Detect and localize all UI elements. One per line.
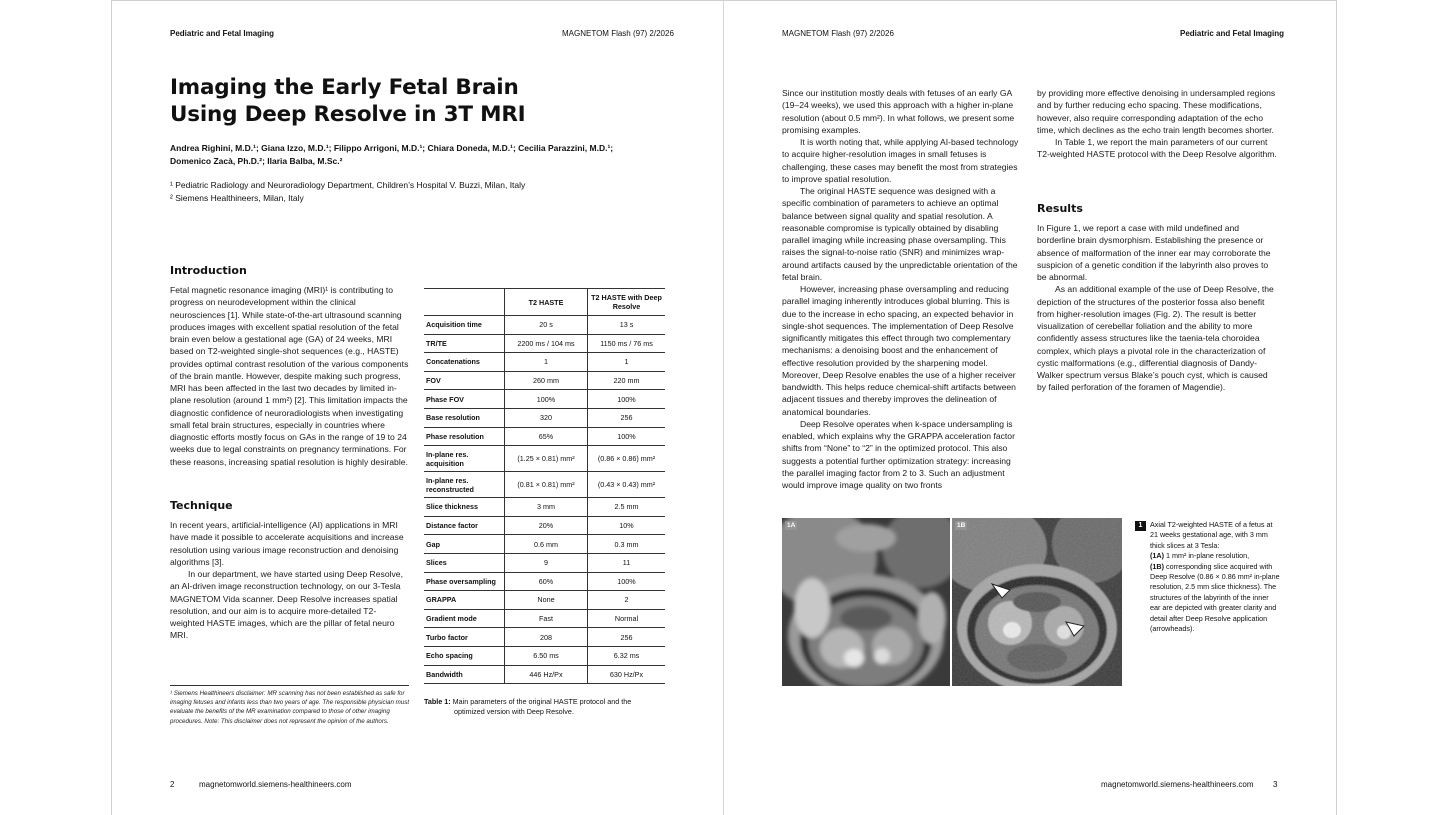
table-row — [424, 553, 665, 572]
table-header-t2-haste: T2 HASTE — [505, 289, 588, 316]
table-cell-deep-resolve: 220 mm — [588, 371, 666, 390]
left-header-issue: MAGNETOM Flash (97) 2/2026 — [562, 29, 674, 38]
table-cell-t2-haste: 3 mm — [505, 498, 588, 517]
right-col1-paragraph-1: Since our institution mostly deals with fetuses of an early GA (19–24 weeks), we used this approach with a higher in-plane resolution (about 0.5 mm²). In what follows, we present some promising examples. — [782, 88, 1015, 135]
table-row — [424, 665, 665, 684]
table-row — [424, 498, 665, 517]
right-col1-paragraph-5: Deep Resolve operates when k-space undersampling is enabled, which explains why the GRAPPA acceleration factor shifts from “None” to “2” in the optimized protocol. This also suggests a potential further optimization strategy: increasing the parallel imaging factor from 2 to 3. Such an adjustment would improve image quality on two fronts — [782, 418, 1015, 490]
table-cell-parameter: In-plane res. acquisition — [424, 446, 505, 472]
technique-heading — [170, 499, 233, 512]
table-row — [424, 535, 665, 554]
figure-1-caption — [1135, 520, 1280, 634]
table-cell-t2-haste: 208 — [505, 628, 588, 647]
table-row — [424, 591, 665, 610]
table-cell-deep-resolve: 0.3 mm — [588, 535, 666, 554]
table-cell-deep-resolve: 256 — [588, 628, 666, 647]
table-caption-line-1: Main parameters of the original HASTE protocol and the — [452, 697, 632, 706]
table-cell-deep-resolve: 6.32 ms — [588, 646, 666, 665]
mri-scan-1b — [952, 518, 1122, 686]
table-cell-t2-haste: 260 mm — [505, 371, 588, 390]
table-cell-deep-resolve: 11 — [588, 553, 666, 572]
table-cell-parameter: Concatenations — [424, 353, 505, 372]
figure-1-caption-b-label: (1B) — [1150, 561, 1164, 571]
right-footer-url[interactable]: magnetomworld.siemens-healthineers.com — [1101, 780, 1254, 789]
technique-paragraph-2: In our department, we have started using Deep Resolve, an AI-driven image reconstruction technology, on our 3-Tesla MAGNETOM Vida scanner. Deep Resolve increases spatial resolution, and our aim is to acquire more-detailed T2-weighted HASTE images, which are the pillar of fetal neuro MRI. — [170, 569, 403, 641]
table-cell-parameter: Slice thickness — [424, 498, 505, 517]
table-cell-t2-haste: (1.25 × 0.81) mm² — [505, 446, 588, 472]
left-header-section: Pediatric and Fetal Imaging — [170, 29, 275, 38]
table-cell-deep-resolve: 256 — [588, 408, 666, 427]
left-page-number: 2 — [170, 780, 175, 789]
table-cell-deep-resolve: 630 Hz/Px — [588, 665, 666, 684]
table-cell-deep-resolve: 1150 ms / 76 ms — [588, 334, 666, 353]
table-cell-t2-haste: 320 — [505, 408, 588, 427]
table-row — [424, 446, 665, 472]
page-gutter — [723, 0, 724, 815]
figure-1-caption-intro: Axial T2-weighted HASTE of a fetus at 21 weeks gestational age, with 3 mm thick slices at 3 Tesla: — [1150, 520, 1273, 550]
introduction-paragraph: Fetal magnetic resonance imaging (MRI)¹ is contributing to progress on neurodevelopment within the clinical neurosciences [1]. While state-of-the-art ultrasound scanning produces images with excellent spatial resolution of the fetal brain even below a gestational age (GA) of 24 weeks, MRI based on T2-weighted single-shot sequences (e.g., HASTE) provides optimal contrast resolution of the various components of the brain mantle. However, despite making such progress, MRI has been affected in the last two decades by limited in-plane resolution (around 1 mm²) [2]. This limitation impacts the diagnostic confidence of neuroradiologists when investigating small fetal brain structures, especially in countries where diagnostic efforts mostly focus on GAs in the range of 19 to 24 weeks due to legal constraints on pregnancy terminations. For these reasons, increasing spatial resolution is highly desirable. — [170, 285, 409, 467]
table-caption — [424, 697, 674, 717]
results-heading — [1037, 202, 1083, 215]
table-row — [424, 334, 665, 353]
introduction-heading-text: Introduction — [170, 264, 247, 277]
table-cell-parameter: FOV — [424, 371, 505, 390]
right-col2-paragraph-1: by providing more effective denoising in undersampled regions and by further reducing echo spacing. These modifications, however, also require corresponding adaptation of the echo time, which declines as the echo train length becomes shorter. — [1037, 88, 1276, 135]
figure-1-caption-a-text: 1 mm² in-plane resolution, — [1163, 551, 1250, 561]
table-cell-deep-resolve: 10% — [588, 516, 666, 535]
right-col1-paragraph-2: It is worth noting that, while applying AI-based technology to acquire higher-resolution images in small fetuses is challenging, these cases may benefit the most from strategies to improve spatial resolution. — [782, 137, 1019, 184]
left-footer-url[interactable]: magnetomworld.siemens-healthineers.com — [199, 780, 352, 789]
table-cell-t2-haste: 9 — [505, 553, 588, 572]
affiliations — [170, 179, 630, 204]
figure-1-caption-a-label: (1A) — [1150, 551, 1164, 561]
right-header-issue: MAGNETOM Flash (97) 2/2026 — [782, 29, 894, 38]
table-cell-parameter: Phase oversampling — [424, 572, 505, 591]
figure-1b-label: 1B — [957, 522, 966, 529]
table-cell-t2-haste: 100% — [505, 390, 588, 409]
table-row — [424, 572, 665, 591]
technique-body — [170, 519, 408, 642]
figure-1a-image — [782, 518, 950, 686]
right-page-number: 3 — [1273, 780, 1278, 789]
table-cell-deep-resolve: 100% — [588, 390, 666, 409]
results-heading-text: Results — [1037, 202, 1083, 215]
table-cell-deep-resolve: 2 — [588, 591, 666, 610]
table-cell-deep-resolve: (0.43 × 0.43) mm² — [588, 472, 666, 498]
table-row — [424, 316, 665, 335]
right-col1-paragraph-3: The original HASTE sequence was designed with a specific combination of parameters to achieve an optimal balance between signal quality and spatial resolution. A reasonable compromise is typically obtained by disabling parallel imaging while increasing phase oversampling. This raises the signal-to-noise ratio (SNR) and minimizes wrap-around artifacts caused by the unpredictable orientation of the fetal brain. — [782, 186, 1018, 282]
right-column-1 — [782, 87, 1024, 491]
technique-heading-text: Technique — [170, 499, 233, 512]
table-row — [424, 628, 665, 647]
table-cell-deep-resolve: (0.86 × 0.86) mm² — [588, 446, 666, 472]
table-cell-parameter: Acquisition time — [424, 316, 505, 335]
table-header-empty — [424, 289, 505, 316]
table-cell-parameter: Slices — [424, 553, 505, 572]
table-row — [424, 353, 665, 372]
table-cell-deep-resolve: Normal — [588, 609, 666, 628]
table-cell-t2-haste: 1 — [505, 353, 588, 372]
results-paragraph-1: In Figure 1, we report a case with mild undefined and borderline brain dysmorphism. Establishing the presence or absence of malformation of the inner ear may corroborate the suspicion of a genetic condition if the labyrinth also proves to be abnormal. — [1037, 223, 1271, 282]
figure-1a-label: 1A — [787, 522, 796, 529]
table-cell-parameter: Gap — [424, 535, 505, 554]
table-cell-t2-haste: 65% — [505, 427, 588, 446]
figure-1-number: 1 — [1135, 521, 1146, 531]
affiliation-2: ² Siemens Healthineers, Milan, Italy — [170, 192, 304, 203]
table-cell-parameter: Phase FOV — [424, 390, 505, 409]
table-row — [424, 472, 665, 498]
authors-line-2: Domenico Zacà, Ph.D.²; Ilaria Balba, M.Sc.² — [170, 155, 343, 166]
right-column-2 — [1037, 87, 1279, 161]
table-cell-parameter: Gradient mode — [424, 609, 505, 628]
table-row — [424, 646, 665, 665]
figure-1b-image — [952, 518, 1122, 686]
table-row — [424, 390, 665, 409]
right-col2-paragraph-2: In Table 1, we report the main parameters of our current T2-weighted HASTE protocol with the Deep Resolve algorithm. — [1037, 137, 1277, 160]
table-cell-t2-haste: (0.81 × 0.81) mm² — [505, 472, 588, 498]
table-cell-t2-haste: 60% — [505, 572, 588, 591]
table-header-deep-resolve: T2 HASTE with Deep Resolve — [588, 289, 666, 316]
table-cell-deep-resolve: 100% — [588, 427, 666, 446]
results-body — [1037, 222, 1279, 394]
table-cell-parameter: In-plane res. reconstructed — [424, 472, 505, 498]
right-header-section: Pediatric and Fetal Imaging — [1180, 29, 1285, 38]
affiliation-1: ¹ Pediatric Radiology and Neuroradiology Department, Children’s Hospital V. Buzzi, Milan, Italy — [170, 180, 526, 190]
table-cell-parameter: Turbo factor — [424, 628, 505, 647]
table-row — [424, 408, 665, 427]
parameters-table — [424, 288, 665, 684]
footnote-disclaimer: ¹ Siemens Healthineers disclaimer: MR scanning has not been established as safe for imaging fetuses and infants less than two years of age. The responsible physician must evaluate the benefits of the MR examination compared to those of other imaging procedures. Note: This disclaimer does not represent the opinion of the authors. — [170, 690, 410, 725]
table-cell-parameter: Bandwidth — [424, 665, 505, 684]
table-caption-line-2: optimized version with Deep Resolve. — [454, 707, 574, 716]
table-cell-parameter: Distance factor — [424, 516, 505, 535]
table-cell-t2-haste: 2200 ms / 104 ms — [505, 334, 588, 353]
table-cell-parameter: TR/TE — [424, 334, 505, 353]
table-caption-label: Table 1: — [424, 697, 451, 706]
figure-1-caption-b-text: corresponding slice acquired with Deep Resolve (0.86 × 0.86 mm² in-plane resolution, 2.5 mm slice thickness). The structures of the labyrinth of the inner ear are depicted with greater clarity and detail after Deep Resolve application (arrowheads). — [1150, 561, 1280, 634]
table-row — [424, 609, 665, 628]
authors — [170, 142, 650, 167]
title-line-2: Using Deep Resolve in 3T MRI — [170, 102, 526, 127]
table-cell-parameter: Phase resolution — [424, 427, 505, 446]
table-row — [424, 371, 665, 390]
table-cell-t2-haste: 20% — [505, 516, 588, 535]
table-cell-t2-haste: 20 s — [505, 316, 588, 335]
right-col1-paragraph-4: However, increasing phase oversampling and reducing parallel imaging inherently introduces global blurring. This is due to the increase in echo spacing, an expected behavior in single-shot sequences. The implementation of Deep Resolve significantly mitigates this effect through two complementary mechanisms: a denoising boost and the enhancement of effective resolution provided by the sharpening model. Moreover, Deep Resolve enables the use of a higher receiver bandwidth. This helps reduce chemical-shift artifacts between adjacent tissues and thereby improves the delineation of anatomical boundaries. — [782, 284, 1016, 417]
table-cell-t2-haste: 0.6 mm — [505, 535, 588, 554]
title-line-1: Imaging the Early Fetal Brain — [170, 75, 519, 100]
table-cell-deep-resolve: 2.5 mm — [588, 498, 666, 517]
table-cell-t2-haste: Fast — [505, 609, 588, 628]
table-cell-parameter: Echo spacing — [424, 646, 505, 665]
table-cell-t2-haste: 446 Hz/Px — [505, 665, 588, 684]
table-cell-deep-resolve: 100% — [588, 572, 666, 591]
footnote-divider — [170, 685, 409, 686]
mri-scan-1a — [782, 518, 950, 686]
article-title — [170, 74, 630, 128]
table-row — [424, 516, 665, 535]
table-cell-deep-resolve: 1 — [588, 353, 666, 372]
table-header-row — [424, 289, 665, 316]
introduction-heading — [170, 264, 247, 277]
table-cell-parameter: Base resolution — [424, 408, 505, 427]
table-cell-deep-resolve: 13 s — [588, 316, 666, 335]
table-cell-parameter: GRAPPA — [424, 591, 505, 610]
authors-line-1: Andrea Righini, M.D.¹; Giana Izzo, M.D.¹; Filippo Arrigoni, M.D.¹; Chiara Doneda, M.D.¹; Cecilia Parazzini, M.D.¹; — [170, 143, 614, 153]
figure-1-caption-text — [1150, 520, 1280, 634]
table-row — [424, 427, 665, 446]
table-cell-t2-haste: None — [505, 591, 588, 610]
technique-paragraph-1: In recent years, artificial-intelligence (AI) applications in MRI have made it possible to accelerate acquisitions and increase resolution using various image reconstruction and denoising algorithms [3]. — [170, 520, 404, 567]
introduction-body — [170, 284, 411, 468]
results-paragraph-2: As an additional example of the use of Deep Resolve, the depiction of the structures of the posterior fossa also benefit from higher-resolution images (Fig. 2). The result is better visualization of cerebellar foliation and the ability to more confidently assess structures like the taenia-tela choroidea complex, which plays a pivotal role in the characterization of cystic malformations (e.g., differential diagnosis of Dandy-Walker spectrum versus Blake’s pouch cyst, which is caused by failed perforation of the foramen of Magendie). — [1037, 284, 1274, 393]
table-cell-t2-haste: 6.50 ms — [505, 646, 588, 665]
